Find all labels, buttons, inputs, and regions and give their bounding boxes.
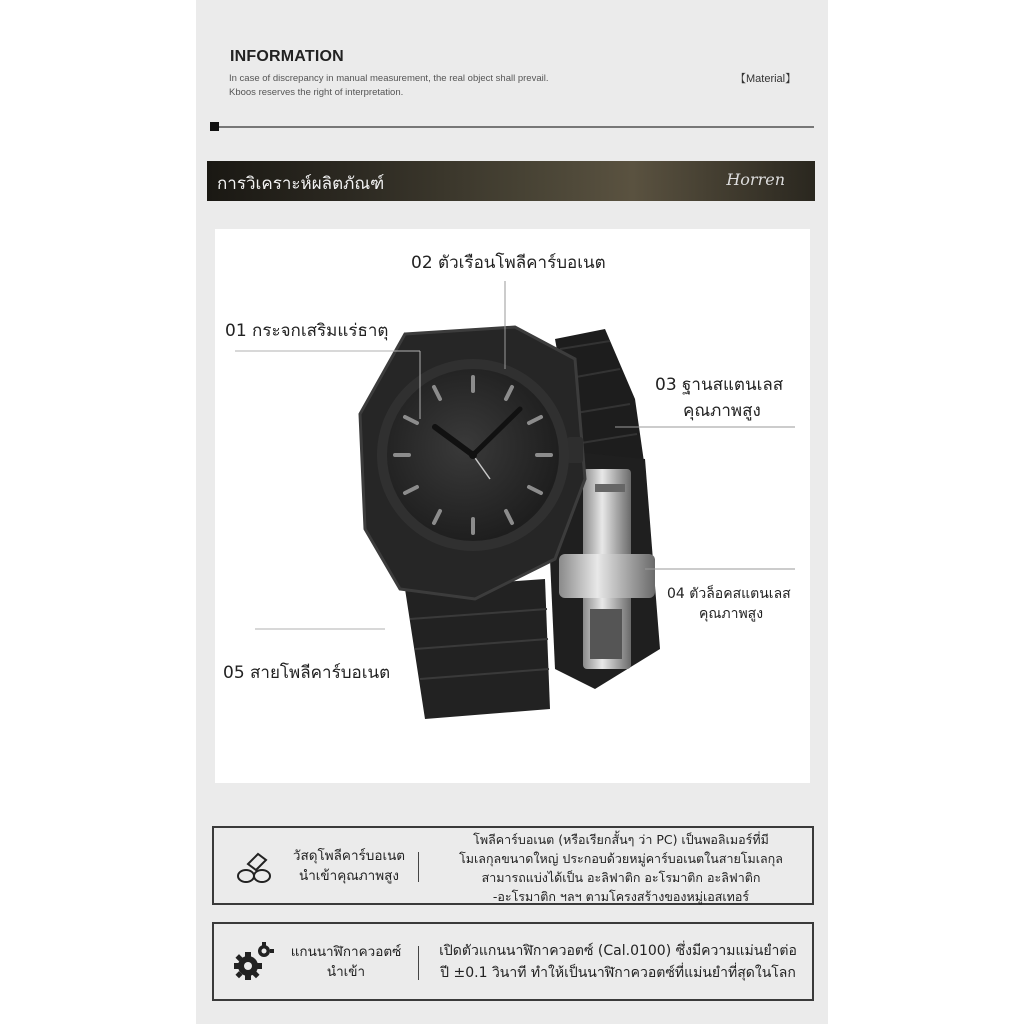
material-pieces-icon (234, 848, 274, 888)
watch-image (215, 229, 810, 783)
desc-line: โมเลกุลขนาดใหญ่ ประกอบด้วยหมู่คาร์บอเนตในสายโมเลกุล (459, 851, 783, 866)
label-clasp-quality: คุณภาพสูง (699, 606, 764, 622)
feature-name-line: นำเข้าคุณภาพสูง (299, 868, 399, 884)
desc-line: สามารถแบ่งได้เป็น อะลิฟาติก อะโรมาติก อะลิฟาติก (481, 870, 761, 885)
banner-title: การวิเคราะห์ผลิตภัณฑ์ (217, 174, 385, 194)
feature-name-material (274, 846, 424, 886)
desc-line: ปี ±0.1 วินาที ทำให้เป็นนาฬิกาควอตซ์ที่แม่นยำที่สุดในโลก (440, 965, 796, 981)
divider-line (216, 126, 814, 128)
feature-separator (418, 946, 419, 980)
divider-marker (210, 122, 219, 131)
label-steel-base: 03 ฐานสแตนเลส (655, 375, 784, 395)
info-disclaimer: In case of discrepancy in manual measurement, the real object shall prevail. (229, 73, 549, 84)
label-case: 02 ตัวเรือนโพลีคาร์บอเนต (411, 253, 606, 273)
info-title: INFORMATION (230, 48, 344, 65)
label-clasp: 04 ตัวล็อคสแตนเลส (667, 586, 791, 602)
brand-signature: Horren (726, 170, 785, 189)
feature-name-line: วัสดุโพลีคาร์บอเนต (292, 848, 406, 864)
feature-name-line: แกนนาฬิกาควอตซ์ (290, 944, 402, 960)
info-rights: Kboos reserves the right of interpretation. (229, 87, 404, 98)
feature-name-movement (276, 942, 416, 982)
feature-box-movement (212, 922, 814, 1001)
label-crystal: 01 กระจกเสริมแร่ธาตุ (225, 321, 389, 341)
feature-name-line: นำเข้า (326, 964, 366, 980)
label-steel-base-quality: คุณภาพสูง (683, 401, 761, 421)
feature-desc-material (436, 830, 806, 906)
gears-icon (232, 940, 276, 984)
desc-line: โพลีคาร์บอเนต (หรือเรียกสั้นๆ ว่า PC) เป็นพอลิเมอร์ที่มี (473, 832, 769, 847)
desc-line: เปิดตัวแกนนาฬิกาควอตซ์ (Cal.0100) ซึ่งมีความแม่นยำต่อ (439, 943, 797, 959)
feature-separator (418, 852, 419, 882)
section-banner (207, 161, 815, 201)
desc-line: -อะโรมาติก ฯลฯ ตามโครงสร้างของหมู่เอสเทอร์ (492, 889, 750, 904)
feature-box-material (212, 826, 814, 905)
label-strap: 05 สายโพลีคาร์บอเนต (223, 663, 391, 683)
material-tag: 【Material】 (735, 73, 797, 85)
product-analysis-card (215, 229, 810, 783)
feature-desc-movement (426, 940, 810, 984)
